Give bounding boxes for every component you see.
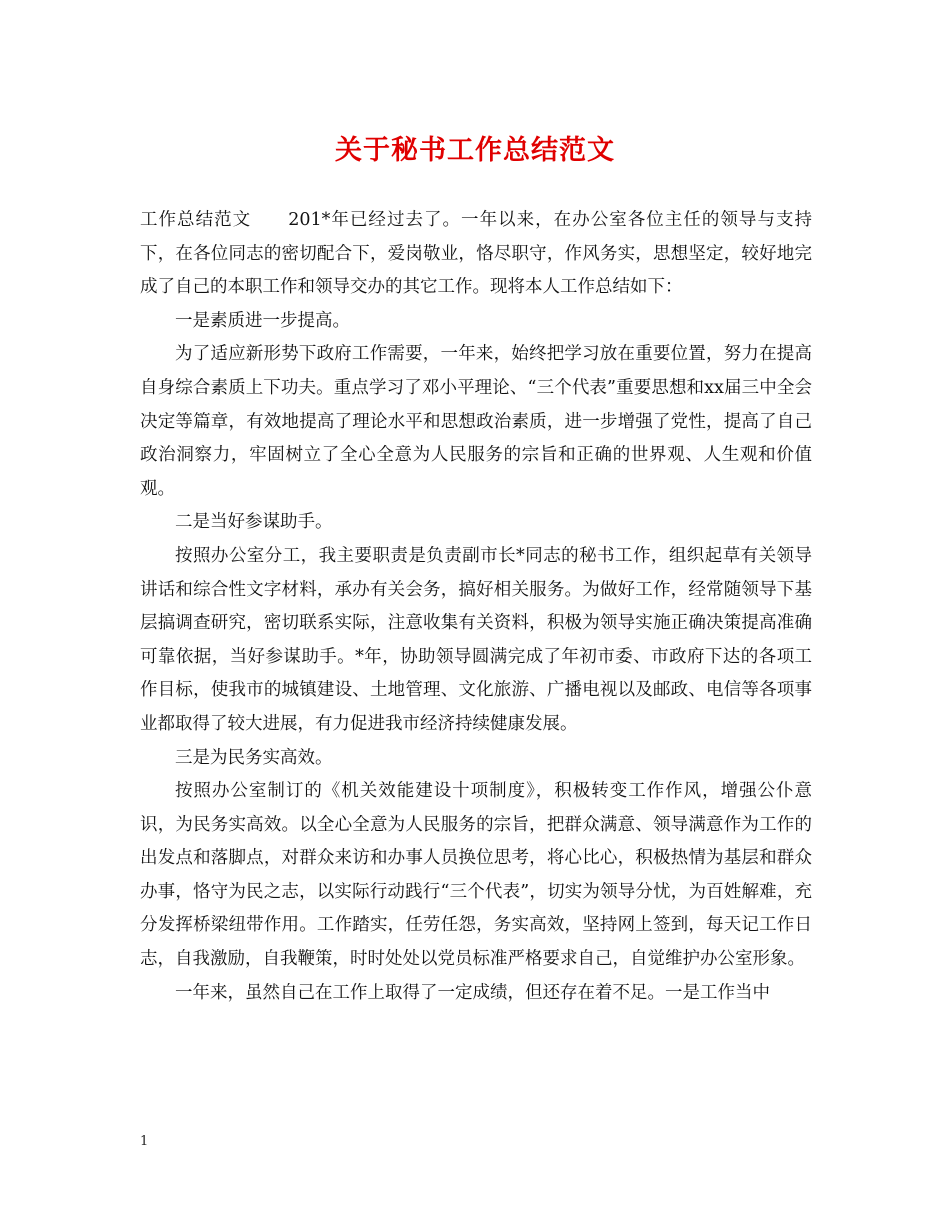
- paragraph-2: 按照办公室分工，我主要职责是负责副市长*同志的秘书工作，组织起草有关领导讲话和综合性文字材料，承办有关会务，搞好相关服务。为做好工作，经常随领导下基层搞调查研究，密切联系实际，注意收集有关资料，积极为领导实施正确决策提高准确可靠依据，当好参谋助手。*年，协助领导圆满完成了年初市委、市政府下达的各项工作目标，使我市的城镇建设、土地管理、文化旅游、广播电视以及邮政、电信等各项事业都取得了较大进展，有力促进我市经济持续健康发展。: [140, 545, 812, 734]
- paragraph-heading-3: 三是为民务实高效。: [175, 747, 333, 768]
- paragraph-intro: 工作总结范文 201*年已经过去了。一年以来，在办公室各位主任的领导与支持下，在各位同志的密切配合下，爱岗敬业，恪尽职守，作风务实，思想坚定，较好地完成了自己的本职工作和领导交办的其它工作。现将本人工作总结如下：: [140, 210, 812, 298]
- paragraph-heading-2: 二是当好参谋助手。: [175, 512, 333, 533]
- document-body: [140, 204, 812, 1010]
- document-title: 关于秘书工作总结范文: [335, 135, 615, 166]
- page-number: 1: [140, 1134, 149, 1149]
- paragraph-3: 按照办公室制订的《机关效能建设十项制度》，积极转变工作作风，增强公仆意识，为民务实高效。以全心全意为人民服务的宗旨，把群众满意、领导满意作为工作的出发点和落脚点，对群众来访和办事人员换位思考，将心比心，积极热情为基层和群众办事，恪守为民之志，以实际行动践行“三个代表”，切实为领导分忧，为百姓解难，充分发挥桥梁纽带作用。工作踏实，任劳任怨，务实高效，坚持网上签到，每天记工作日志，自我激励，自我鞭策，时时处处以党员标准严格要求自己，自觉维护办公室形象。: [140, 781, 812, 970]
- paragraph-heading-1: 一是素质进一步提高。: [175, 310, 350, 331]
- paragraph-1: 为了适应新形势下政府工作需要，一年来，始终把学习放在重要位置，努力在提高自身综合素质上下功夫。重点学习了邓小平理论、“三个代表”重要思想和xx届三中全会决定等篇章，有效地提高了理论水平和思想政治素质，进一步增强了党性，提高了自己政治洞察力，牢固树立了全心全意为人民服务的宗旨和正确的世界观、人生观和价值观。: [140, 344, 812, 499]
- paragraph-4: 一年来，虽然自己在工作上取得了一定成绩，但还存在着不足。一是工作当中: [175, 982, 770, 1003]
